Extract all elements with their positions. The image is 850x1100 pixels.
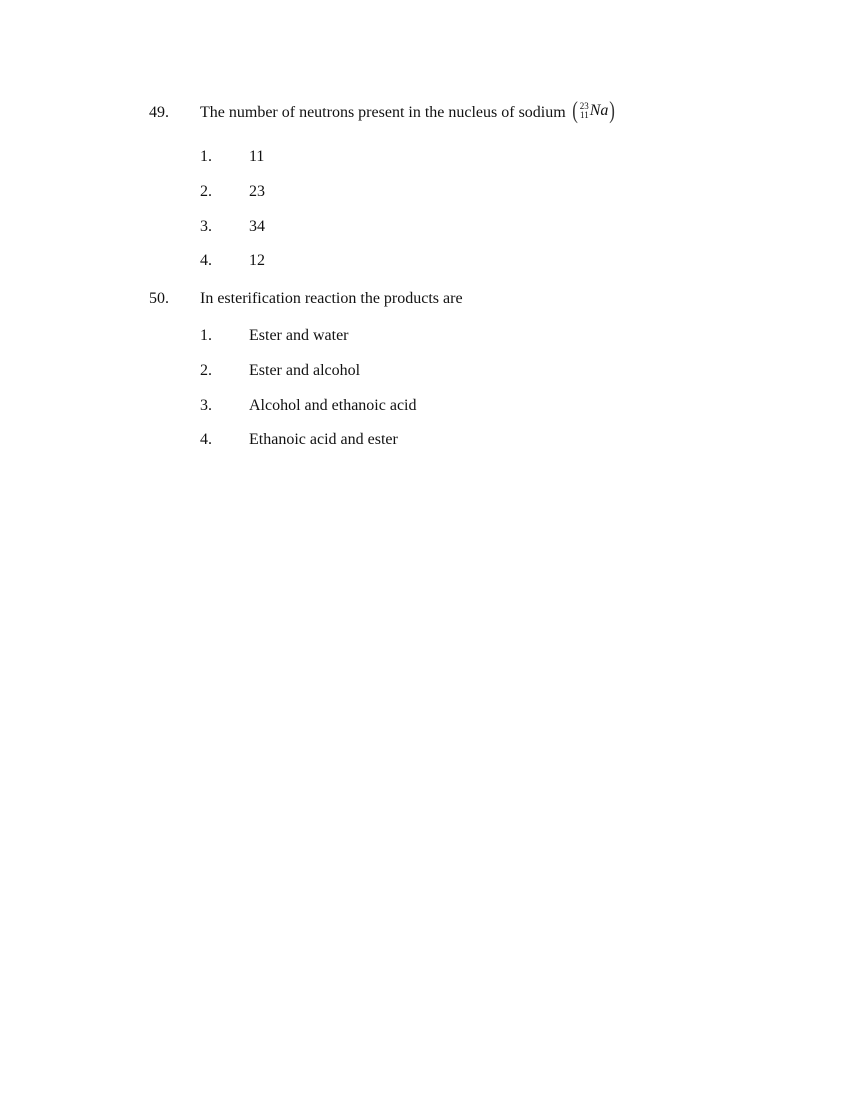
- nuclide-numbers: [580, 102, 589, 120]
- question-text: The number of neutrons present in the nucleus of sodium: [200, 104, 566, 121]
- option-text: Ethanoic acid and ester: [249, 431, 398, 448]
- question-49-options: [0, 145, 850, 169]
- question-50-options: [0, 394, 850, 418]
- question-stem: [0, 98, 850, 125]
- question-number: 50.: [149, 290, 169, 307]
- option-number: 2.: [200, 362, 212, 379]
- option-number: 4.: [200, 431, 212, 448]
- question-50-options: [0, 359, 850, 383]
- question-49: [0, 98, 850, 125]
- atomic-number: 11: [580, 110, 589, 121]
- option-row: [0, 145, 850, 169]
- question-number: 49.: [149, 104, 169, 121]
- option-text: 23: [249, 183, 265, 200]
- option-number: 2.: [200, 183, 212, 200]
- option-text: 34: [249, 218, 265, 235]
- option-row: [0, 249, 850, 273]
- option-text: Alcohol and ethanoic acid: [249, 397, 417, 414]
- option-number: 1.: [200, 327, 212, 344]
- option-row: [0, 394, 850, 418]
- question-50-options: [0, 428, 850, 452]
- option-row: [0, 324, 850, 348]
- option-number: 4.: [200, 252, 212, 269]
- question-49-options: [0, 215, 850, 239]
- option-row: [0, 180, 850, 204]
- option-text: 12: [249, 252, 265, 269]
- option-number: 1.: [200, 148, 212, 165]
- left-parenthesis: (: [571, 98, 578, 125]
- nuclide-notation: [571, 99, 617, 123]
- question-text-wrapper: [200, 98, 616, 125]
- option-row: [0, 428, 850, 452]
- option-text: Ester and alcohol: [249, 362, 361, 379]
- mass-number: 23: [579, 101, 589, 112]
- question-50-options: [0, 324, 850, 348]
- question-50: [0, 287, 850, 311]
- option-row: [0, 359, 850, 383]
- option-number: 3.: [200, 218, 212, 235]
- element-symbol: Na: [589, 102, 609, 120]
- question-49-options: [0, 180, 850, 204]
- option-text: Ester and water: [249, 327, 349, 344]
- option-text: 11: [249, 148, 265, 165]
- option-number: 3.: [200, 397, 212, 414]
- question-stem: [0, 287, 850, 311]
- question-49-options: [0, 249, 850, 273]
- question-text: In esterification reaction the products are: [200, 290, 463, 307]
- right-parenthesis: ): [609, 98, 616, 125]
- option-row: [0, 215, 850, 239]
